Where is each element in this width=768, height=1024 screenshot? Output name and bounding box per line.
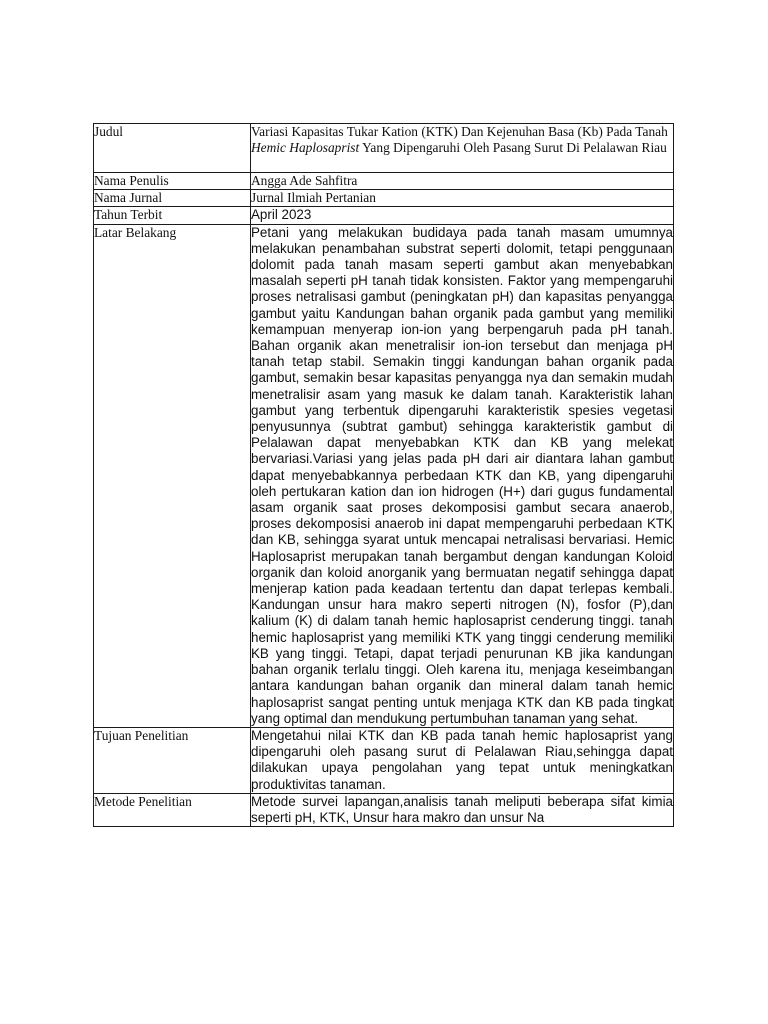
row-tahun-terbit [94,207,674,224]
label-metode-penelitian: Metode Penelitian [94,793,251,826]
value-nama-jurnal: Jurnal Ilmiah Pertanian [251,190,674,207]
label-judul: Judul [94,124,251,173]
row-latar-belakang [94,224,674,727]
label-tujuan-penelitian: Tujuan Penelitian [94,727,251,793]
label-nama-jurnal: Nama Jurnal [94,190,251,207]
value-nama-penulis: Angga Ade Sahfitra [251,173,674,190]
row-nama-jurnal [94,190,674,207]
judul-text-after: Yang Dipengaruhi Oleh Pasang Surut Di Pelalawan Riau [359,140,667,156]
row-metode-penelitian [94,793,674,826]
row-nama-penulis [94,173,674,190]
value-latar-belakang: Petani yang melakukan budidaya pada tanah masam umumnya melakukan penambahan substrat seperti dolomit, tetapi penggunaan dolomit pada tanah masam seperti gambut akan menyebabkan masalah seperti pH tanah tidak konsisten. Faktor yang mempengaruhi proses netralisasi gambut (peningkatan pH) dan kapasitas penyangga gambut yaitu Kandungan bahan organik pada gambut yang memiliki kemampuan menyerap ion-ion yang berpengaruh pada pH tanah. Bahan organik akan menetralisir ion-ion tersebut dan menjaga pH tanah tetap stabil. Semakin tinggi kandungan bahan organik pada gambut, semakin besar kapasitas penyangga nya dan semakin mudah menetralisir asam yang masuk ke dalam tanah. Karakteristik lahan gambut yang terbentuk dipengaruhi karakteristik spesies vegetasi penyusunnya (subtrat gambut) sehingga karakteristik gambut di Pelalawan dapat menyebabkan KTK dan KB yang melekat bervariasi.Variasi yang jelas pada pH dari air diantara lahan gambut dapat menyebabkannya perbedaan KTK dan KB, yang dipengaruhi oleh pertukaran kation dan ion hidrogen (H+) dari gugus fundamental asam organik saat proses dekomposisi gambut secara anaerob, proses dekomposisi anaerob ini dapat mempengaruhi perbedaan KTK dan KB, sehingga syarat untuk mencapai netralisasi bervariasi. Hemic Haplosaprist merupakan tanah bergambut dengan kandungan Koloid organik dan koloid anorganik yang bermuatan negatif sehingga dapat menjerap kation pada keadaan tertentu dan dapat terlepas kembali. Kandungan unsur hara makro seperti nitrogen (N), fosfor (P),dan kalium (K) di dalam tanah hemic haplosaprist cenderung tinggi. tanah hemic haplosaprist yang memiliki KTK yang tinggi cenderung memiliki KB yang tinggi. Tetapi, dapat terjadi penurunan KB jika kandungan bahan organik terlalu tinggi. Oleh karena itu, menjaga keseimbangan antara kandungan bahan organik dan mineral dalam tanah hemic haplosaprist sangat penting untuk menjaga KTK dan KB pada tingkat yang optimal dan mendukung pertumbuhan tanaman yang sehat. [251,224,673,726]
value-tujuan-penelitian: Mengetahui nilai KTK dan KB pada tanah hemic haplosaprist yang dipengaruhi oleh pasang surut di Pelalawan Riau,sehingga dapat dilakukan upaya pengolahan yang tepat untuk meningkatkan produktivitas tanaman. [251,727,673,792]
journal-summary-table [93,123,674,827]
label-tahun-terbit: Tahun Terbit [94,207,251,224]
row-judul [94,124,674,173]
value-tahun-terbit: April 2023 [251,207,674,224]
judul-text-before: Variasi Kapasitas Tukar Kation (KTK) Dan Kejenuhan Basa (Kb) Pada Tanah [251,124,668,139]
judul-text-italic: Hemic Haplosaprist [251,140,360,156]
value-judul [251,124,674,173]
value-metode-penelitian: Metode survei lapangan,analisis tanah meliputi beberapa sifat kimia seperti pH, KTK, Unsur hara makro dan unsur Na [251,793,673,825]
label-nama-penulis: Nama Penulis [94,173,251,190]
label-latar-belakang: Latar Belakang [94,224,251,727]
row-tujuan-penelitian [94,727,674,793]
